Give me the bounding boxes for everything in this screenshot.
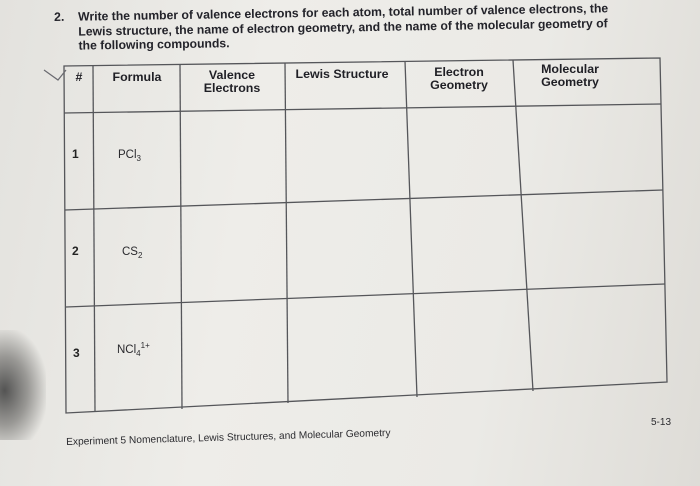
row-3-formula: NCl$_4^{1+}$ bbox=[117, 341, 150, 359]
row-2-number: 2 bbox=[72, 244, 79, 258]
header-num: # bbox=[75, 70, 83, 84]
page-number: 5-13 bbox=[651, 417, 672, 428]
header-divider bbox=[64, 104, 661, 113]
col-divider-num bbox=[93, 66, 95, 412]
col-divider-valence bbox=[285, 63, 288, 403]
header-lewis: Lewis Structure bbox=[295, 67, 389, 81]
row-3-number: 3 bbox=[73, 346, 80, 360]
col-divider-lewis bbox=[405, 61, 417, 397]
row-divider-1 bbox=[65, 190, 663, 210]
footer-title: Experiment 5 Nomenclature, Lewis Structures, and Molecular Geometry bbox=[66, 427, 391, 448]
header-molecular-geometry: Molecular Geometry bbox=[541, 62, 599, 89]
check-mark bbox=[44, 70, 66, 80]
header-formula: Formula bbox=[112, 70, 162, 84]
question-number: 2. bbox=[54, 9, 65, 24]
header-electron-geometry: Electron Geometry bbox=[430, 65, 488, 92]
header-valence: Valence Electrons bbox=[203, 68, 261, 95]
col-divider-formula bbox=[180, 64, 182, 409]
row-1-number: 1 bbox=[72, 147, 79, 161]
row-1-formula: PCl$_3$ bbox=[118, 148, 141, 164]
col-divider-egeom bbox=[513, 60, 533, 391]
row-divider-2 bbox=[66, 284, 665, 307]
row-2-formula: $CS_2$ bbox=[122, 245, 143, 261]
question-text: Write the number of valence electrons for each atom, total number of valence electrons, the Lewis structure, the name of electron geometry, and the name of the molecular geometry of the following compounds. bbox=[77, 1, 609, 53]
